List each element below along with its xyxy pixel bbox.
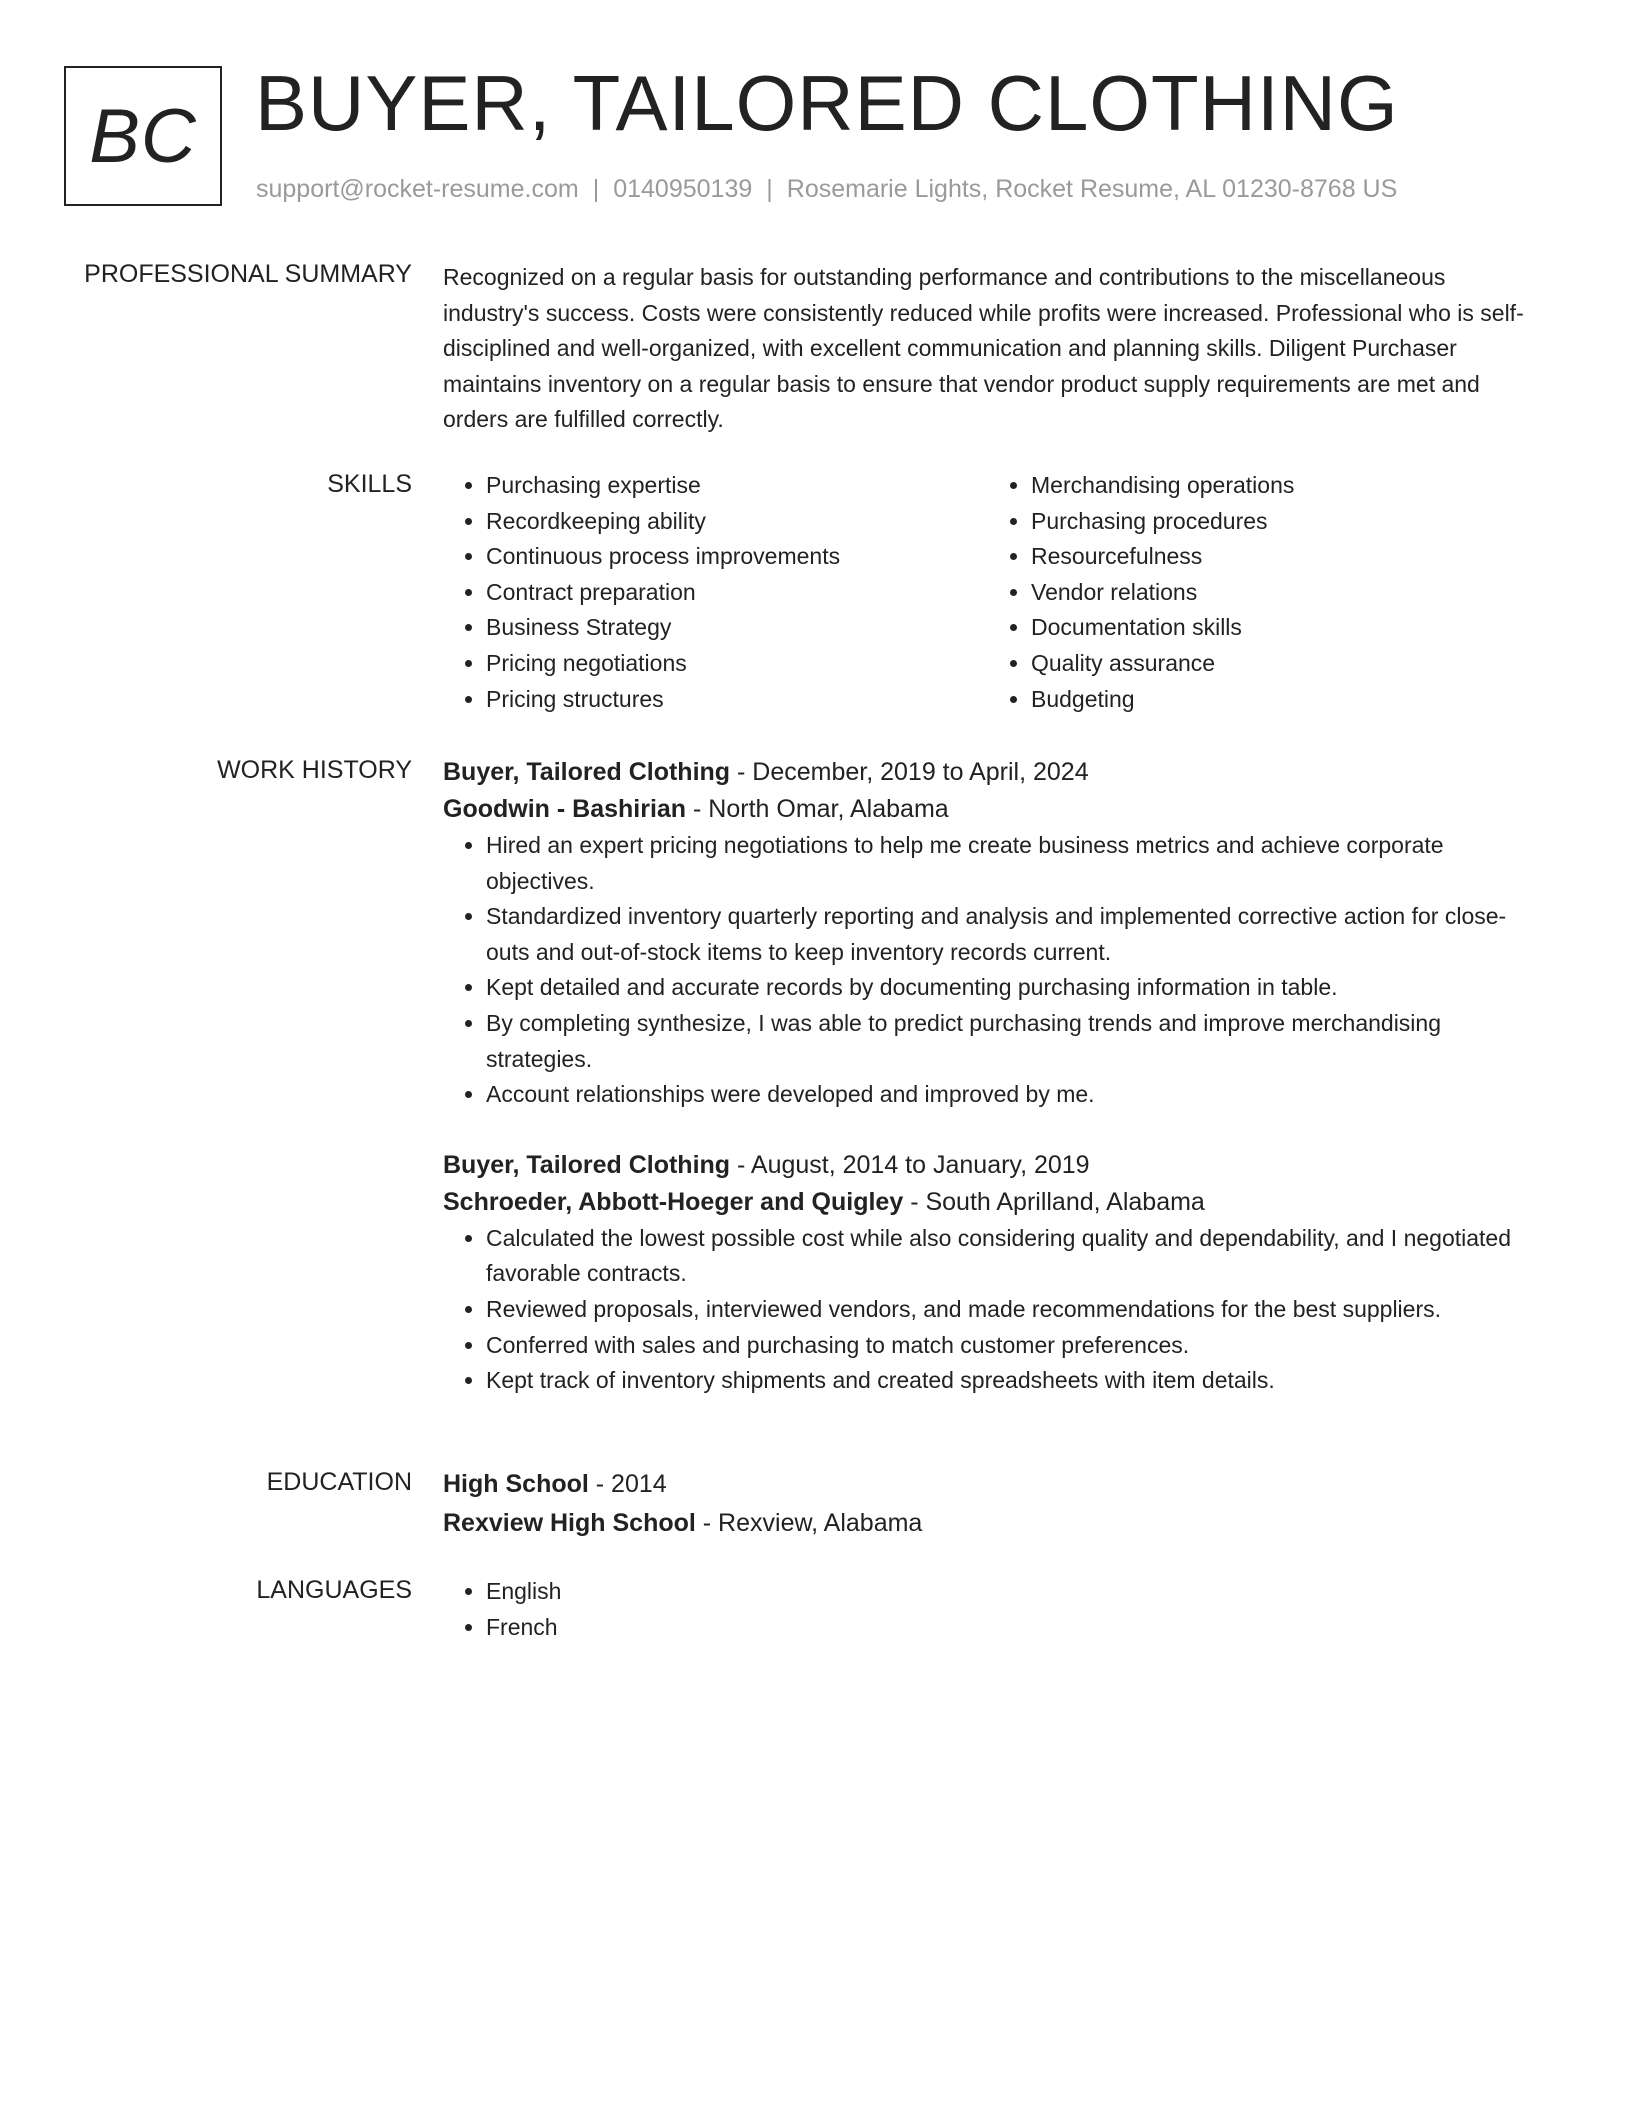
- education-school-line: [443, 1505, 1533, 1542]
- skill-item: • Business Strategy: [486, 610, 988, 646]
- skill-item: • Recordkeeping ability: [486, 504, 988, 540]
- job-company: Goodwin - Bashirian: [443, 795, 687, 823]
- skill-item: • Pricing negotiations: [486, 646, 988, 682]
- job-title: Buyer, Tailored Clothing: [443, 758, 731, 786]
- job-duty: • Account relationships were developed and improved by me.: [486, 1077, 1533, 1113]
- education-location: - Rexview, Alabama: [695, 1509, 923, 1537]
- skill-item: • Purchasing expertise: [486, 468, 988, 504]
- job-duty: • Kept track of inventory shipments and created spreadsheets with item details.: [486, 1363, 1533, 1399]
- education-heading: EDUCATION: [266, 1468, 412, 1496]
- skills-body: [443, 468, 1533, 717]
- job-entry: [443, 754, 1533, 1113]
- work-history-heading: WORK HISTORY: [217, 756, 412, 784]
- languages-heading: LANGUAGES: [256, 1576, 412, 1604]
- job-duties-list: [443, 1221, 1533, 1399]
- job-duty: • Hired an expert pricing negotiations to help me create business metrics and achieve corporate objectives.: [486, 828, 1533, 899]
- skill-item: • Merchandising operations: [1031, 468, 1533, 504]
- job-duty: • Calculated the lowest possible cost while also considering quality and dependability, and I negotiated favorable contracts.: [486, 1221, 1533, 1292]
- work-history-body: [443, 754, 1533, 1399]
- skills-list-right: [988, 468, 1533, 717]
- skill-item: • Resourcefulness: [1031, 539, 1533, 575]
- job-location: - South Aprilland, Alabama: [903, 1187, 1205, 1216]
- skill-item: • Vendor relations: [1031, 575, 1533, 611]
- skills-heading: SKILLS: [327, 470, 412, 498]
- skill-item: • Pricing structures: [486, 682, 988, 718]
- skill-item: • Documentation skills: [1031, 610, 1533, 646]
- job-duties-list: [443, 828, 1533, 1113]
- job-duty: • Conferred with sales and purchasing to match customer preferences.: [486, 1328, 1533, 1364]
- contact-separator: |: [766, 175, 773, 203]
- job-dates: - December, 2019 to April, 2024: [730, 758, 1089, 786]
- monogram-initials: BC: [89, 93, 197, 179]
- job-location: - North Omar, Alabama: [686, 795, 949, 823]
- skill-item: • Continuous process improvements: [486, 539, 988, 575]
- contact-phone: 0140950139: [613, 175, 753, 203]
- resume-title: BUYER, TAILORED CLOTHING: [255, 59, 1399, 147]
- job-duty: • Standardized inventory quarterly reporting and analysis and implemented corrective action for close-outs and out-of-stock items to keep inventory records current.: [486, 899, 1533, 970]
- job-duty: • By completing synthesize, I was able to predict purchasing trends and improve merchandising strategies.: [486, 1006, 1533, 1077]
- contact-email: support@rocket-resume.com: [256, 175, 579, 203]
- contact-separator: |: [592, 175, 600, 203]
- languages-body: [443, 1574, 1533, 1645]
- job-dates: - August, 2014 to January, 2019: [730, 1150, 1090, 1179]
- skill-item: • Contract preparation: [486, 575, 988, 611]
- job-title-line: [443, 754, 1533, 791]
- job-entry: [443, 1147, 1533, 1399]
- contact-line: [256, 174, 1397, 204]
- education-year: - 2014: [588, 1470, 667, 1498]
- monogram-badge: [64, 66, 222, 206]
- job-title-line: [443, 1147, 1533, 1184]
- job-company-line: [443, 1184, 1533, 1221]
- contact-address: Rosemarie Lights, Rocket Resume, AL 01230-8768 US: [786, 175, 1398, 203]
- education-degree: High School: [443, 1470, 589, 1498]
- languages-list: [443, 1574, 1533, 1645]
- job-duty: • Kept detailed and accurate records by documenting purchasing information in table.: [486, 970, 1533, 1006]
- education-degree-line: [443, 1466, 1533, 1503]
- summary-text: Recognized on a regular basis for outstanding performance and contributions to the miscellaneous industry's success. Costs were consistently reduced while profits were increased. Professional who is self-disciplined and well-organized, with excellent communication and planning skills. Diligent Purchaser maintains inventory on a regular basis to ensure that vendor product supply requirements are met and orders are fulfilled correctly.: [443, 264, 1524, 433]
- skills-list-left: [443, 468, 988, 717]
- job-title: Buyer, Tailored Clothing: [443, 1150, 731, 1179]
- language-item: • French: [486, 1610, 1533, 1646]
- job-duty: • Reviewed proposals, interviewed vendors, and made recommendations for the best suppliers.: [486, 1292, 1533, 1328]
- job-company: Schroeder, Abbott-Hoeger and Quigley: [443, 1187, 904, 1216]
- education-school: Rexview High School: [443, 1509, 696, 1537]
- education-body: [443, 1466, 1533, 1542]
- job-company-line: [443, 791, 1533, 828]
- skill-item: • Budgeting: [1031, 682, 1533, 718]
- skill-item: • Purchasing procedures: [1031, 504, 1533, 540]
- language-item: • English: [486, 1574, 1533, 1610]
- summary-heading: PROFESSIONAL SUMMARY: [84, 260, 412, 288]
- skill-item: • Quality assurance: [1031, 646, 1533, 682]
